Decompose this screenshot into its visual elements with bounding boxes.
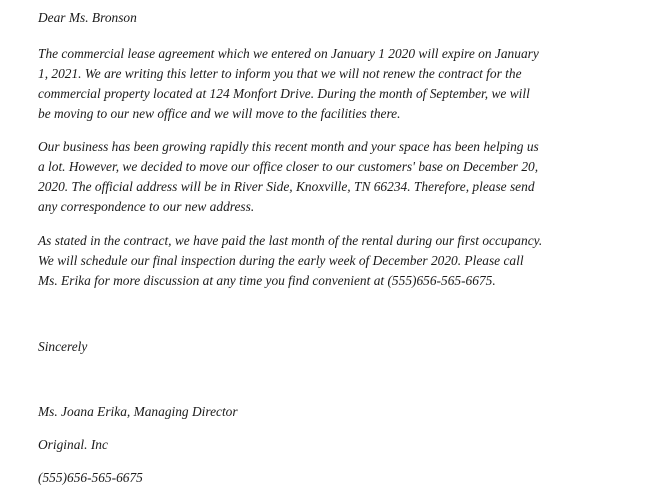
paragraph-line: The commercial lease agreement which we entered on January 1 2020 will expire on January [38,46,539,61]
paragraph-line: As stated in the contract, we have paid the last month of the rental during our first occupancy. [38,233,543,248]
paragraph-line: a lot. However, we decided to move our office closer to our customers' base on December 20, [38,159,539,174]
paragraph-line: 2020. The official address will be in River Side, Knoxville, TN 66234. Therefore, please send [38,179,535,194]
paragraph-line: 1, 2021. We are writing this letter to inform you that we will not renew the contract for the [38,66,522,81]
paragraph-line: We will schedule our final inspection during the early week of December 2020. Please call [38,253,524,268]
signature-company: Original. Inc [38,437,108,452]
paragraph-line: any correspondence to our new address. [38,199,255,214]
paragraph-line: Ms. Erika for more discussion at any time you find convenient at (555)656-565-6675. [38,273,496,288]
signature-name-title: Ms. Joana Erika, Managing Director [38,404,238,419]
salutation: Dear Ms. Bronson [38,10,137,25]
paragraph-line: commercial property located at 124 Monfort Drive. During the month of September, we will [38,86,530,101]
paragraph-line: be moving to our new office and we will move to the facilities there. [38,106,401,121]
paragraph-line: Our business has been growing rapidly this recent month and your space has been helping us [38,139,539,154]
signature-phone: (555)656-565-6675 [38,470,143,485]
closing: Sincerely [38,339,88,354]
